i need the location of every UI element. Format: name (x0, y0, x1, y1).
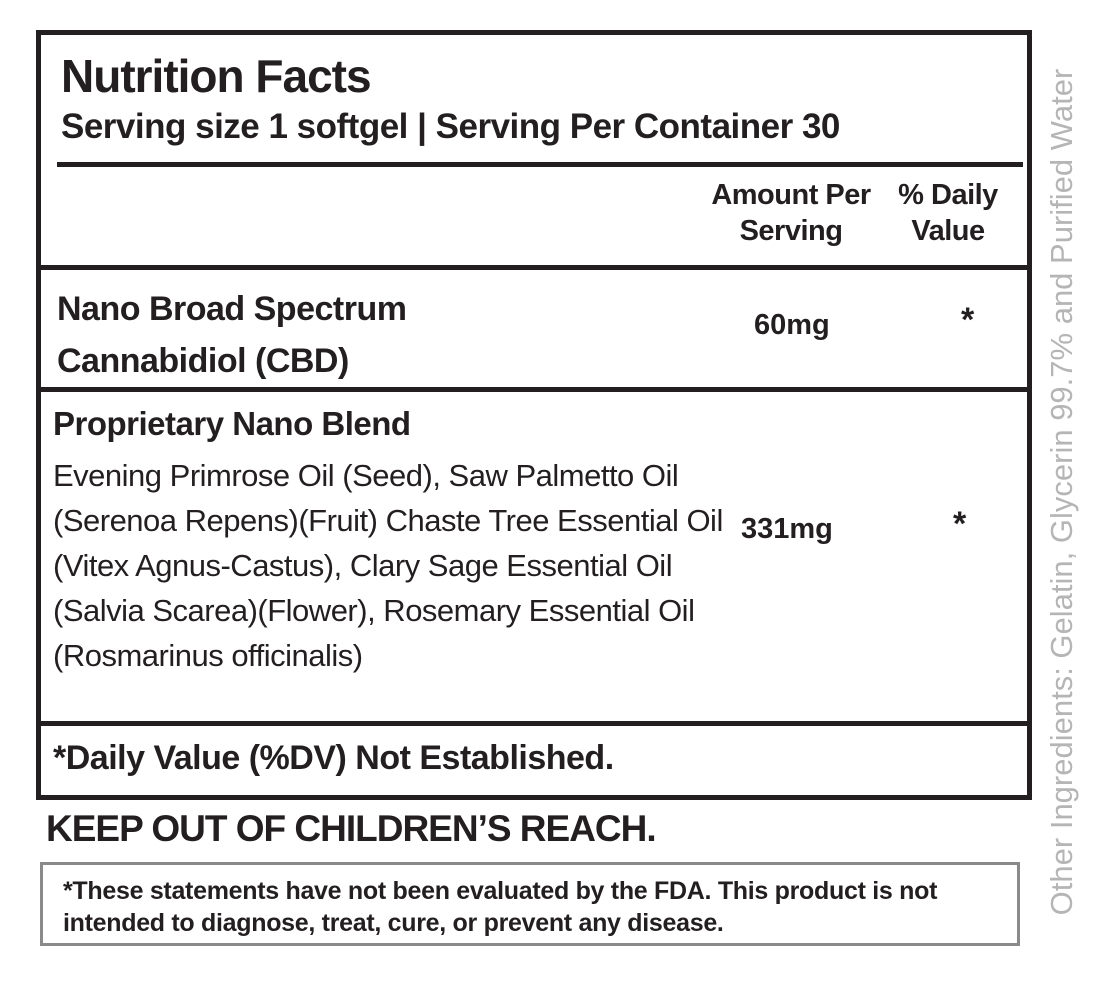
blend-row-divider (41, 721, 1027, 726)
column-header-divider (41, 265, 1027, 270)
panel-header (41, 35, 1027, 167)
column-header-daily-value: % Daily Value (898, 179, 998, 247)
daily-value-footnote: *Daily Value (%DV) Not Established. (53, 739, 614, 777)
blend-amount: 331mg (741, 513, 833, 545)
column-header-amount: Amount Per Serving (711, 179, 871, 247)
cbd-row-name: Nano Broad Spectrum Cannabidiol (CBD) (57, 290, 407, 380)
header-divider (57, 162, 1023, 167)
blend-description: Evening Primrose Oil (Seed), Saw Palmetto Oil (Serenoa Repens)(Fruit) Chaste Tree Essential Oil (Vitex Agnus-Castus), Clary Sage Essential Oil (Salvia Scarea)(Flower), Rosemary Essential Oil (Rosmarinus officinalis) (53, 458, 723, 673)
other-ingredients: Other Ingredients: Gelatin, Glycerin 99.7% and Purified Water (1044, 68, 1079, 916)
blend-name: Proprietary Nano Blend (53, 405, 411, 442)
fda-disclaimer: *These statements have not been evaluated by the FDA. This product is not intended to diagnose, treat, cure, or prevent any disease. (63, 877, 938, 937)
nutrition-facts-panel (36, 30, 1032, 800)
child-warning: KEEP OUT OF CHILDREN’S REACH. (46, 808, 656, 849)
cbd-daily-value: * (961, 301, 975, 339)
blend-daily-value: * (953, 505, 967, 543)
serving-info: Serving size 1 softgel | Serving Per Container 30 (61, 107, 840, 146)
cbd-amount: 60mg (754, 309, 830, 341)
panel-title: Nutrition Facts (61, 50, 371, 102)
cbd-row-divider (41, 387, 1027, 392)
fda-disclaimer-box (40, 862, 1020, 946)
